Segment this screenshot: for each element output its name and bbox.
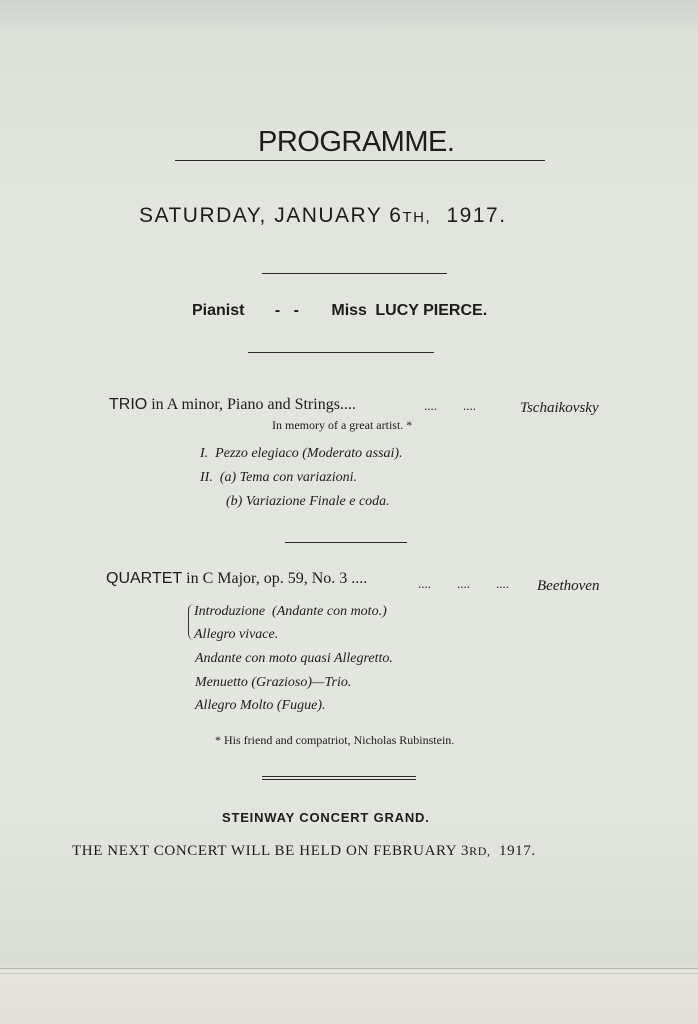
trio-movement-2: II. (a) Tema con variazioni. [200, 470, 357, 485]
trio-title-rest: in A minor, Piano and Strings.... [151, 396, 356, 413]
date-year: 1917. [446, 204, 507, 227]
footnote: * His friend and compatriot, Nicholas Rubinstein. [215, 733, 455, 747]
programme-title: PROGRAMME. [258, 126, 455, 158]
next-concert-suffix: RD, [469, 844, 491, 858]
page-torn-edge [0, 968, 698, 974]
quartet-movement-1: Introduzione (Andante con moto.) [194, 604, 387, 619]
pianist-line [192, 302, 487, 320]
date-main: SATURDAY, JANUARY 6 [139, 204, 403, 227]
divider-3 [285, 542, 407, 543]
trio-heading [109, 396, 356, 414]
trio-title-bold: TRIO [109, 396, 148, 413]
next-concert-year: 1917. [498, 843, 536, 859]
piano-line: STEINWAY CONCERT GRAND. [222, 810, 430, 825]
date-suffix: TH, [402, 209, 432, 226]
pianist-name: LUCY PIERCE. [375, 302, 488, 319]
title-underline [175, 160, 545, 161]
concert-date [139, 204, 507, 228]
trio-movement-1: I. Pezzo elegiaco (Moderato assai). [200, 446, 403, 461]
trio-dedication: In memory of a great artist. * [272, 418, 413, 432]
quartet-heading [106, 570, 367, 588]
quartet-leaders: .... .... .... [418, 576, 509, 591]
trio-movement-3: (b) Variazione Finale e coda. [226, 494, 390, 509]
next-concert-text: THE NEXT CONCERT WILL BE HELD ON FEBRUARY 3 [72, 843, 470, 859]
trio-composer: Tschaikovsky [520, 400, 599, 416]
pianist-dashes: - - [274, 302, 299, 319]
quartet-movement-3: Andante con moto quasi Allegretto. [195, 651, 393, 666]
divider-double [262, 776, 416, 780]
quartet-movement-5: Allegro Molto (Fugue). [195, 698, 326, 713]
quartet-movement-4: Menuetto (Grazioso)—Trio. [195, 675, 352, 690]
quartet-movement-2: Allegro vivace. [194, 627, 279, 642]
quartet-title-bold: QUARTET [106, 570, 183, 587]
pianist-label: Pianist [192, 302, 245, 319]
quartet-composer: Beethoven [537, 578, 600, 594]
pianist-name-prefix: Miss [331, 302, 367, 319]
quartet-title-rest: in C Major, op. 59, No. 3 .... [186, 570, 368, 587]
next-concert [72, 843, 536, 860]
trio-leaders: .... .... [424, 398, 476, 413]
divider-2 [248, 352, 434, 353]
divider-1 [262, 273, 447, 274]
